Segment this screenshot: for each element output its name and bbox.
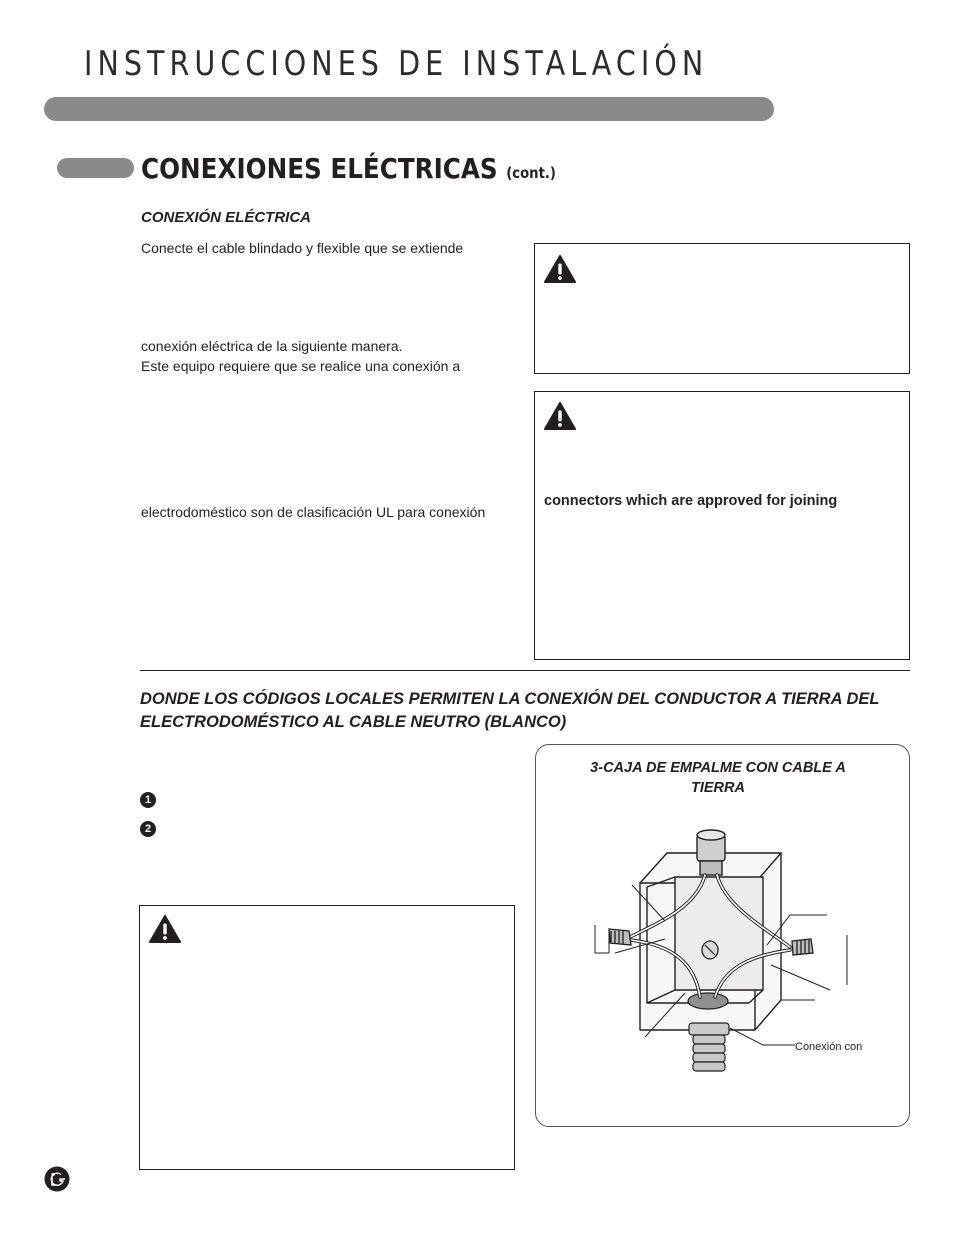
warning-box-2 — [534, 391, 910, 660]
diagram-title: 3-CAJA DE EMPALME CON CABLE A TIERRA — [590, 760, 846, 796]
warning-box-3 — [139, 905, 515, 1170]
connection-line-4: electrodoméstico son de clasificación UL para conexión — [141, 504, 486, 520]
warning-triangle-icon — [149, 915, 181, 943]
step-2-bullet: 2 — [140, 821, 156, 837]
section-heading — [141, 152, 556, 185]
section-divider — [140, 670, 910, 671]
page-title: INSTRUCCIONES DE INSTALACIÓN — [84, 44, 709, 84]
warning-2-bold-line: connectors which are approved for joining — [544, 493, 838, 509]
section-heading-suffix: (cont.) — [506, 164, 556, 182]
junction-box-illustration — [585, 825, 875, 1075]
ground-connection-label: Conexión con — [795, 1041, 863, 1053]
section-pill-marker — [57, 158, 134, 178]
warning-triangle-icon — [544, 402, 576, 430]
connection-line-3: Este equipo requiere que se realice una conexión a — [141, 358, 461, 374]
grounding-heading: DONDE LOS CÓDIGOS LOCALES PERMITEN LA CONEXIÓN DEL CONDUCTOR A TIERRA DEL ELECTRODOMÉSTICO AL CABLE NEUTRO (BLANCO) — [140, 690, 880, 731]
title-rule-bar — [44, 97, 774, 121]
connection-line-1: Conecte el cable blindado y flexible que se extiende — [141, 240, 464, 256]
warning-triangle-icon — [544, 255, 576, 283]
warning-box-1 — [534, 243, 910, 374]
connection-line-2: conexión eléctrica de la siguiente manera. — [141, 338, 403, 354]
lg-logo — [44, 1166, 70, 1192]
section-heading-text: CONEXIONES ELÉCTRICAS — [141, 152, 498, 185]
step-1-bullet: 1 — [140, 792, 156, 808]
connection-subheading: CONEXIÓN ELÉCTRICA — [141, 209, 312, 226]
